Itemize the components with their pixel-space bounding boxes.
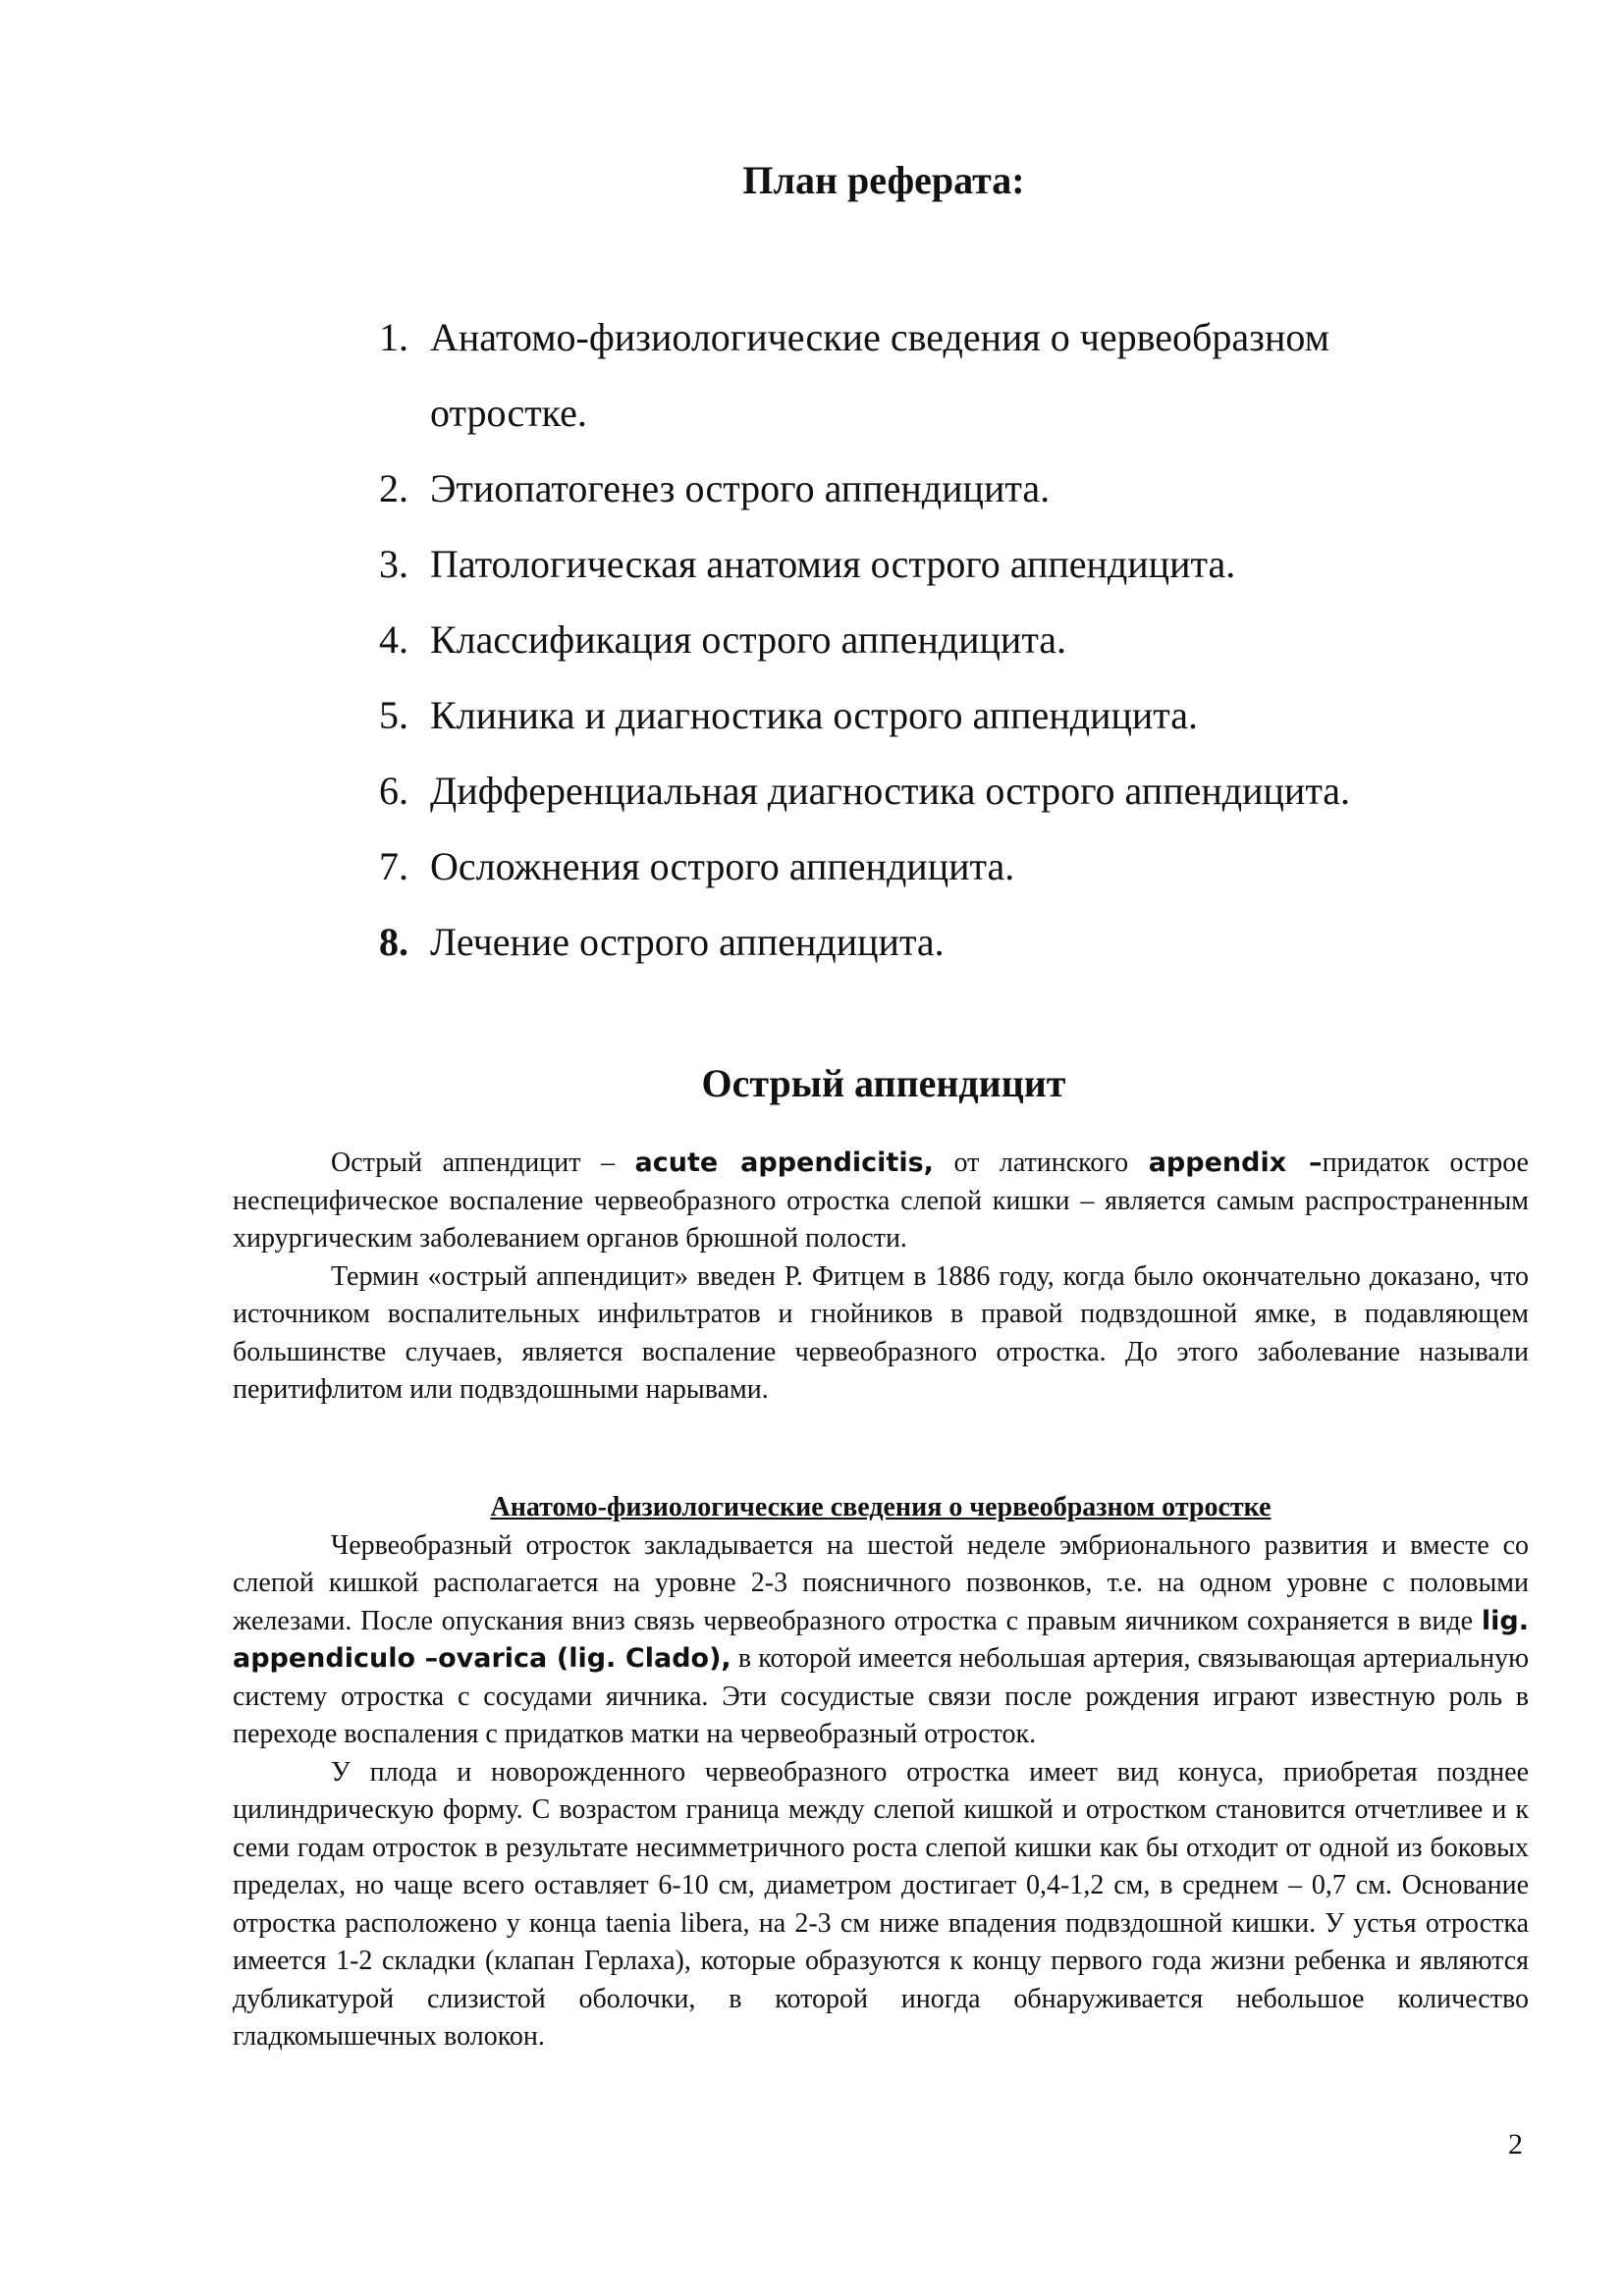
plan-item — [379, 451, 1528, 526]
plan-item — [379, 753, 1528, 828]
text-run: от латинского — [933, 1148, 1149, 1178]
plan-item-text: Осложнения острого аппендицита. — [430, 844, 1015, 888]
latin-term: lig. appendiculo –ovarica (lig. Clado), — [233, 1605, 1529, 1674]
anatomy-section — [233, 1489, 1529, 2056]
anatomy-paragraph-1 — [233, 1527, 1529, 1754]
plan-item-text: Этиопатогенез острого аппендицита. — [430, 466, 1051, 510]
plan-item-number: 3. — [379, 542, 408, 586]
plan-item — [379, 602, 1528, 677]
plan-item-number: 4. — [379, 617, 408, 662]
plan-item-text: Дифференциальная диагностика острого аппендицита. — [430, 769, 1351, 813]
text-run: придаток острое неспецифическое воспаление червеобразного отростка слепой кишки – является самым распространенным хирургическим заболеванием органов брюшной полости. — [233, 1148, 1529, 1254]
plan-item — [379, 677, 1528, 753]
main-title: Острый аппендицит — [701, 1061, 1066, 1105]
plan-title: План реферата: — [742, 158, 1025, 202]
plan-item-number: 6. — [379, 769, 408, 813]
intro-paragraph-2: Термин «острый аппендицит» введен Р. Фитцем в 1886 году, когда было окончательно доказано, что источником воспалительных инфильтратов и гнойников в правой подвздошной ямке, в подавляющем большинстве случаев, является воспаление червеобразного отростка. До этого заболевание называли перитифлитом или подвздошными нарывами. — [233, 1260, 1529, 1405]
plan-item-text: Клиника и диагностика острого аппендицита. — [430, 693, 1199, 737]
text-run: Острый аппендицит – — [331, 1148, 635, 1178]
plan-item-text: Классификация острого аппендицита. — [430, 617, 1067, 662]
section-heading: Анатомо-физиологические сведения о червеобразном отростке — [490, 1492, 1272, 1522]
plan-item — [379, 904, 1528, 980]
text-run: в которой имеется небольшая артерия, связывающая артериальную систему отростка с сосудами яичника. Эти сосудистые связи после рождения играют известную роль в переходе воспаления с придатков матки на червеобразный отросток. — [233, 1643, 1529, 1749]
intro-section — [233, 1145, 1529, 1410]
plan-item — [379, 299, 1528, 451]
intro-paragraph-1 — [233, 1145, 1529, 1258]
plan-item — [379, 526, 1528, 602]
latin-term: appendix – — [1148, 1148, 1323, 1178]
plan-item-text: Анатомо-физиологические сведения о червеобразном — [430, 315, 1329, 359]
anatomy-paragraph-2: У плода и новорожденного червеобразного отростка имеет вид конуса, приобретая позднее цилиндрическую форму. С возрастом граница между слепой кишкой и отростком становится отчетливее и к семи годам отросток в результате несимметричного роста слепой кишки как бы отходит от одной из боковых пределах, но чаще всего оставляет 6-10 см, диаметром достигает 0,4-1,2 см, в среднем – 0,7 см. Основание отростка расположено у конца taenia libera, на 2-3 см ниже впадения подвздошной кишки. У устья отростка имеется 1-2 складки (клапан Герлаха), которые образуются к концу первого года жизни ребенка и являются дубликатурой слизистой оболочки, в которой иногда обнаруживается небольшое количество гладкомышечных волокон. — [233, 1756, 1529, 2052]
text-run: Червеобразный отросток закладывается на шестой неделе эмбрионального развития и вместе со слепой кишкой располагается на уровне 2-3 поясничного позвонков, т.е. на одном уровне с половыми железами. После опускания вниз связь червеобразного отростка с правым яичником сохраняется в виде — [233, 1529, 1529, 1636]
plan-item-text-continuation: отростке. — [430, 391, 587, 435]
plan-item-number: 8. — [379, 920, 408, 964]
plan-item — [379, 828, 1528, 904]
plan-item-text: Патологическая анатомия острого аппендицита. — [430, 542, 1236, 586]
plan-item-number: 5. — [379, 693, 408, 737]
page-number: 2 — [1508, 2128, 1523, 2161]
plan-item-text: Лечение острого аппендицита. — [430, 920, 945, 964]
plan-item-number: 2. — [379, 466, 408, 510]
plan-item-number: 1. — [379, 315, 408, 359]
latin-term: acute appendicitis, — [634, 1148, 934, 1178]
plan-item-number: 7. — [379, 844, 408, 888]
plan-list — [379, 299, 1528, 980]
